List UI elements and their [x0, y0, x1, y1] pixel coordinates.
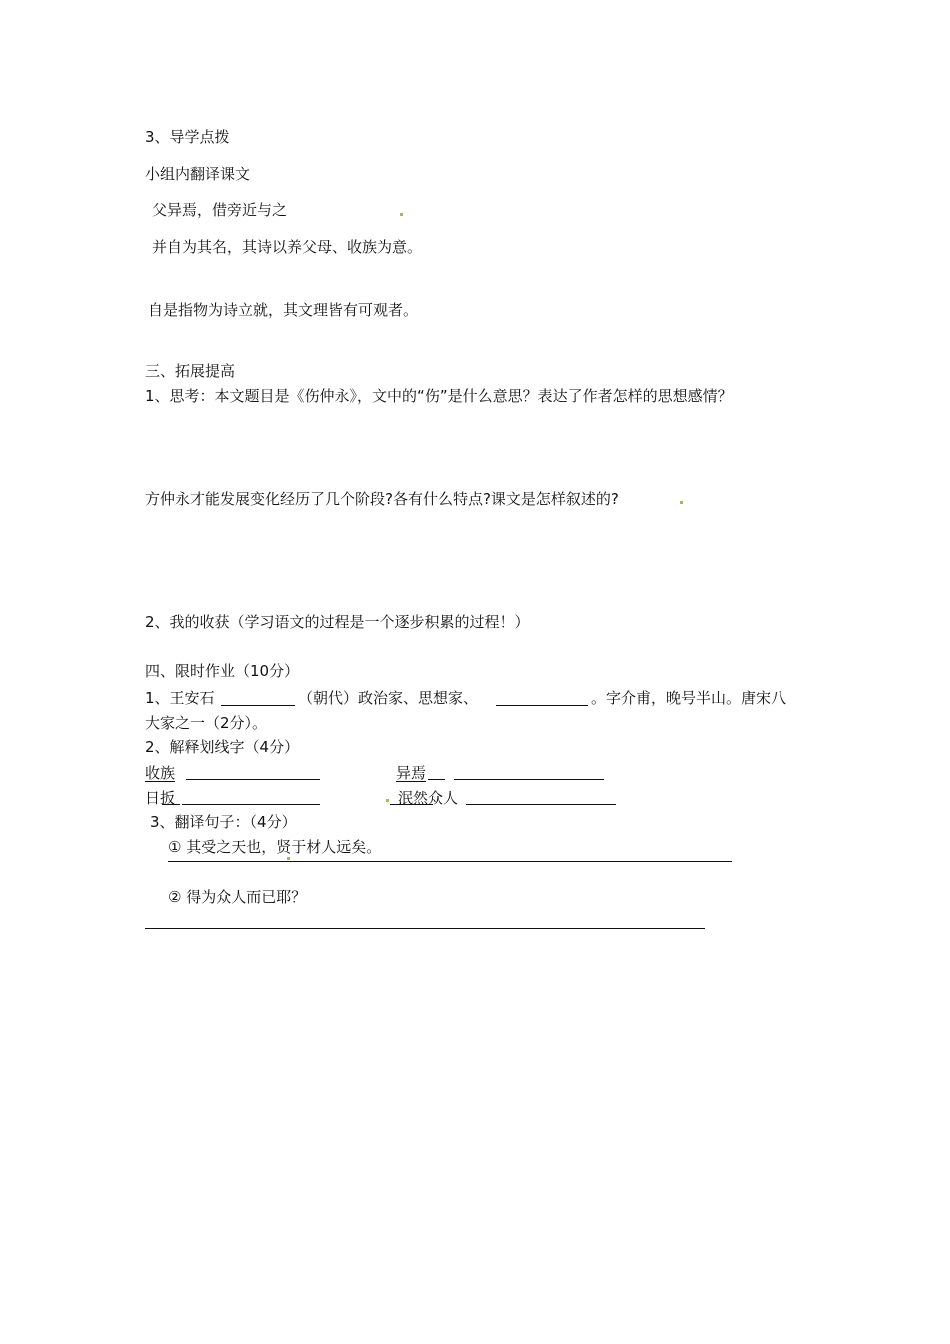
- section-heading-homework: 四、限时作业（10分）: [145, 662, 300, 680]
- homework-question-3: 3、翻译句子：（4分）: [150, 813, 297, 831]
- word-shouzu-blank[interactable]: [186, 779, 320, 780]
- extension-question-1: 1、思考：本文题目是《伤仲永》，文中的“伤”是什么意思？表达了作者怎样的思想感情？: [145, 387, 733, 405]
- mark-dot: [386, 799, 389, 802]
- word-shouzu: 收族: [145, 764, 176, 782]
- word-ripan-underline: [162, 804, 180, 805]
- extension-question-1b: 方仲永才能发展变化经历了几个阶段?各有什么特点?课文是怎样叙述的?: [145, 490, 619, 508]
- word-ripan-blank[interactable]: [182, 804, 320, 805]
- word-ripan-text: 日扳: [145, 789, 176, 807]
- section-heading-extension: 三、拓展提高: [145, 362, 236, 380]
- profession-blank[interactable]: [496, 705, 588, 706]
- translate-sentence-3: 自是指物为诗立就，其文理皆有可观者。: [148, 301, 419, 319]
- group-translate-label: 小组内翻译课文: [145, 165, 251, 183]
- homework-q1-middle: （朝代）政治家、思想家、: [298, 689, 479, 707]
- translate-sentence-1: 父异焉，借旁近与之: [152, 201, 288, 219]
- word-minran-blank[interactable]: [466, 804, 616, 805]
- word-minran: 泯然众人: [398, 789, 459, 807]
- word-yiyan: 异焉: [396, 764, 427, 782]
- word-yiyan-blank[interactable]: [454, 779, 604, 780]
- translate-item-1-blank[interactable]: [168, 861, 732, 862]
- mark-dot: [400, 213, 403, 216]
- dynasty-blank[interactable]: [221, 705, 295, 706]
- homework-q1-line2: 大家之一（2分）。: [145, 714, 268, 732]
- word-yiyan-underline: [428, 779, 445, 780]
- translate-sentence-2: 并自为其名，其诗以养父母、收族为意。: [152, 238, 423, 256]
- mark-dot: [680, 501, 683, 504]
- homework-q1-prefix: 1、王安石: [145, 689, 215, 707]
- translate-item-2: ② 得为众人而已耶？: [168, 888, 307, 906]
- word-minran-underline: [390, 804, 433, 805]
- section-heading-guide: 3、导学点拨: [145, 128, 230, 146]
- mark-dot: [287, 857, 290, 860]
- translate-item-2-blank[interactable]: [145, 928, 705, 929]
- translate-item-1: ① 其受之天也，贤于材人远矣。: [168, 838, 382, 856]
- extension-question-2: 2、我的收获（学习语文的过程是一个逐步积累的过程！）: [145, 613, 530, 631]
- homework-q1-suffix: 。字介甫，晚号半山。唐宋八: [591, 689, 787, 707]
- homework-question-2: 2、解释划线字（4分）: [145, 738, 300, 756]
